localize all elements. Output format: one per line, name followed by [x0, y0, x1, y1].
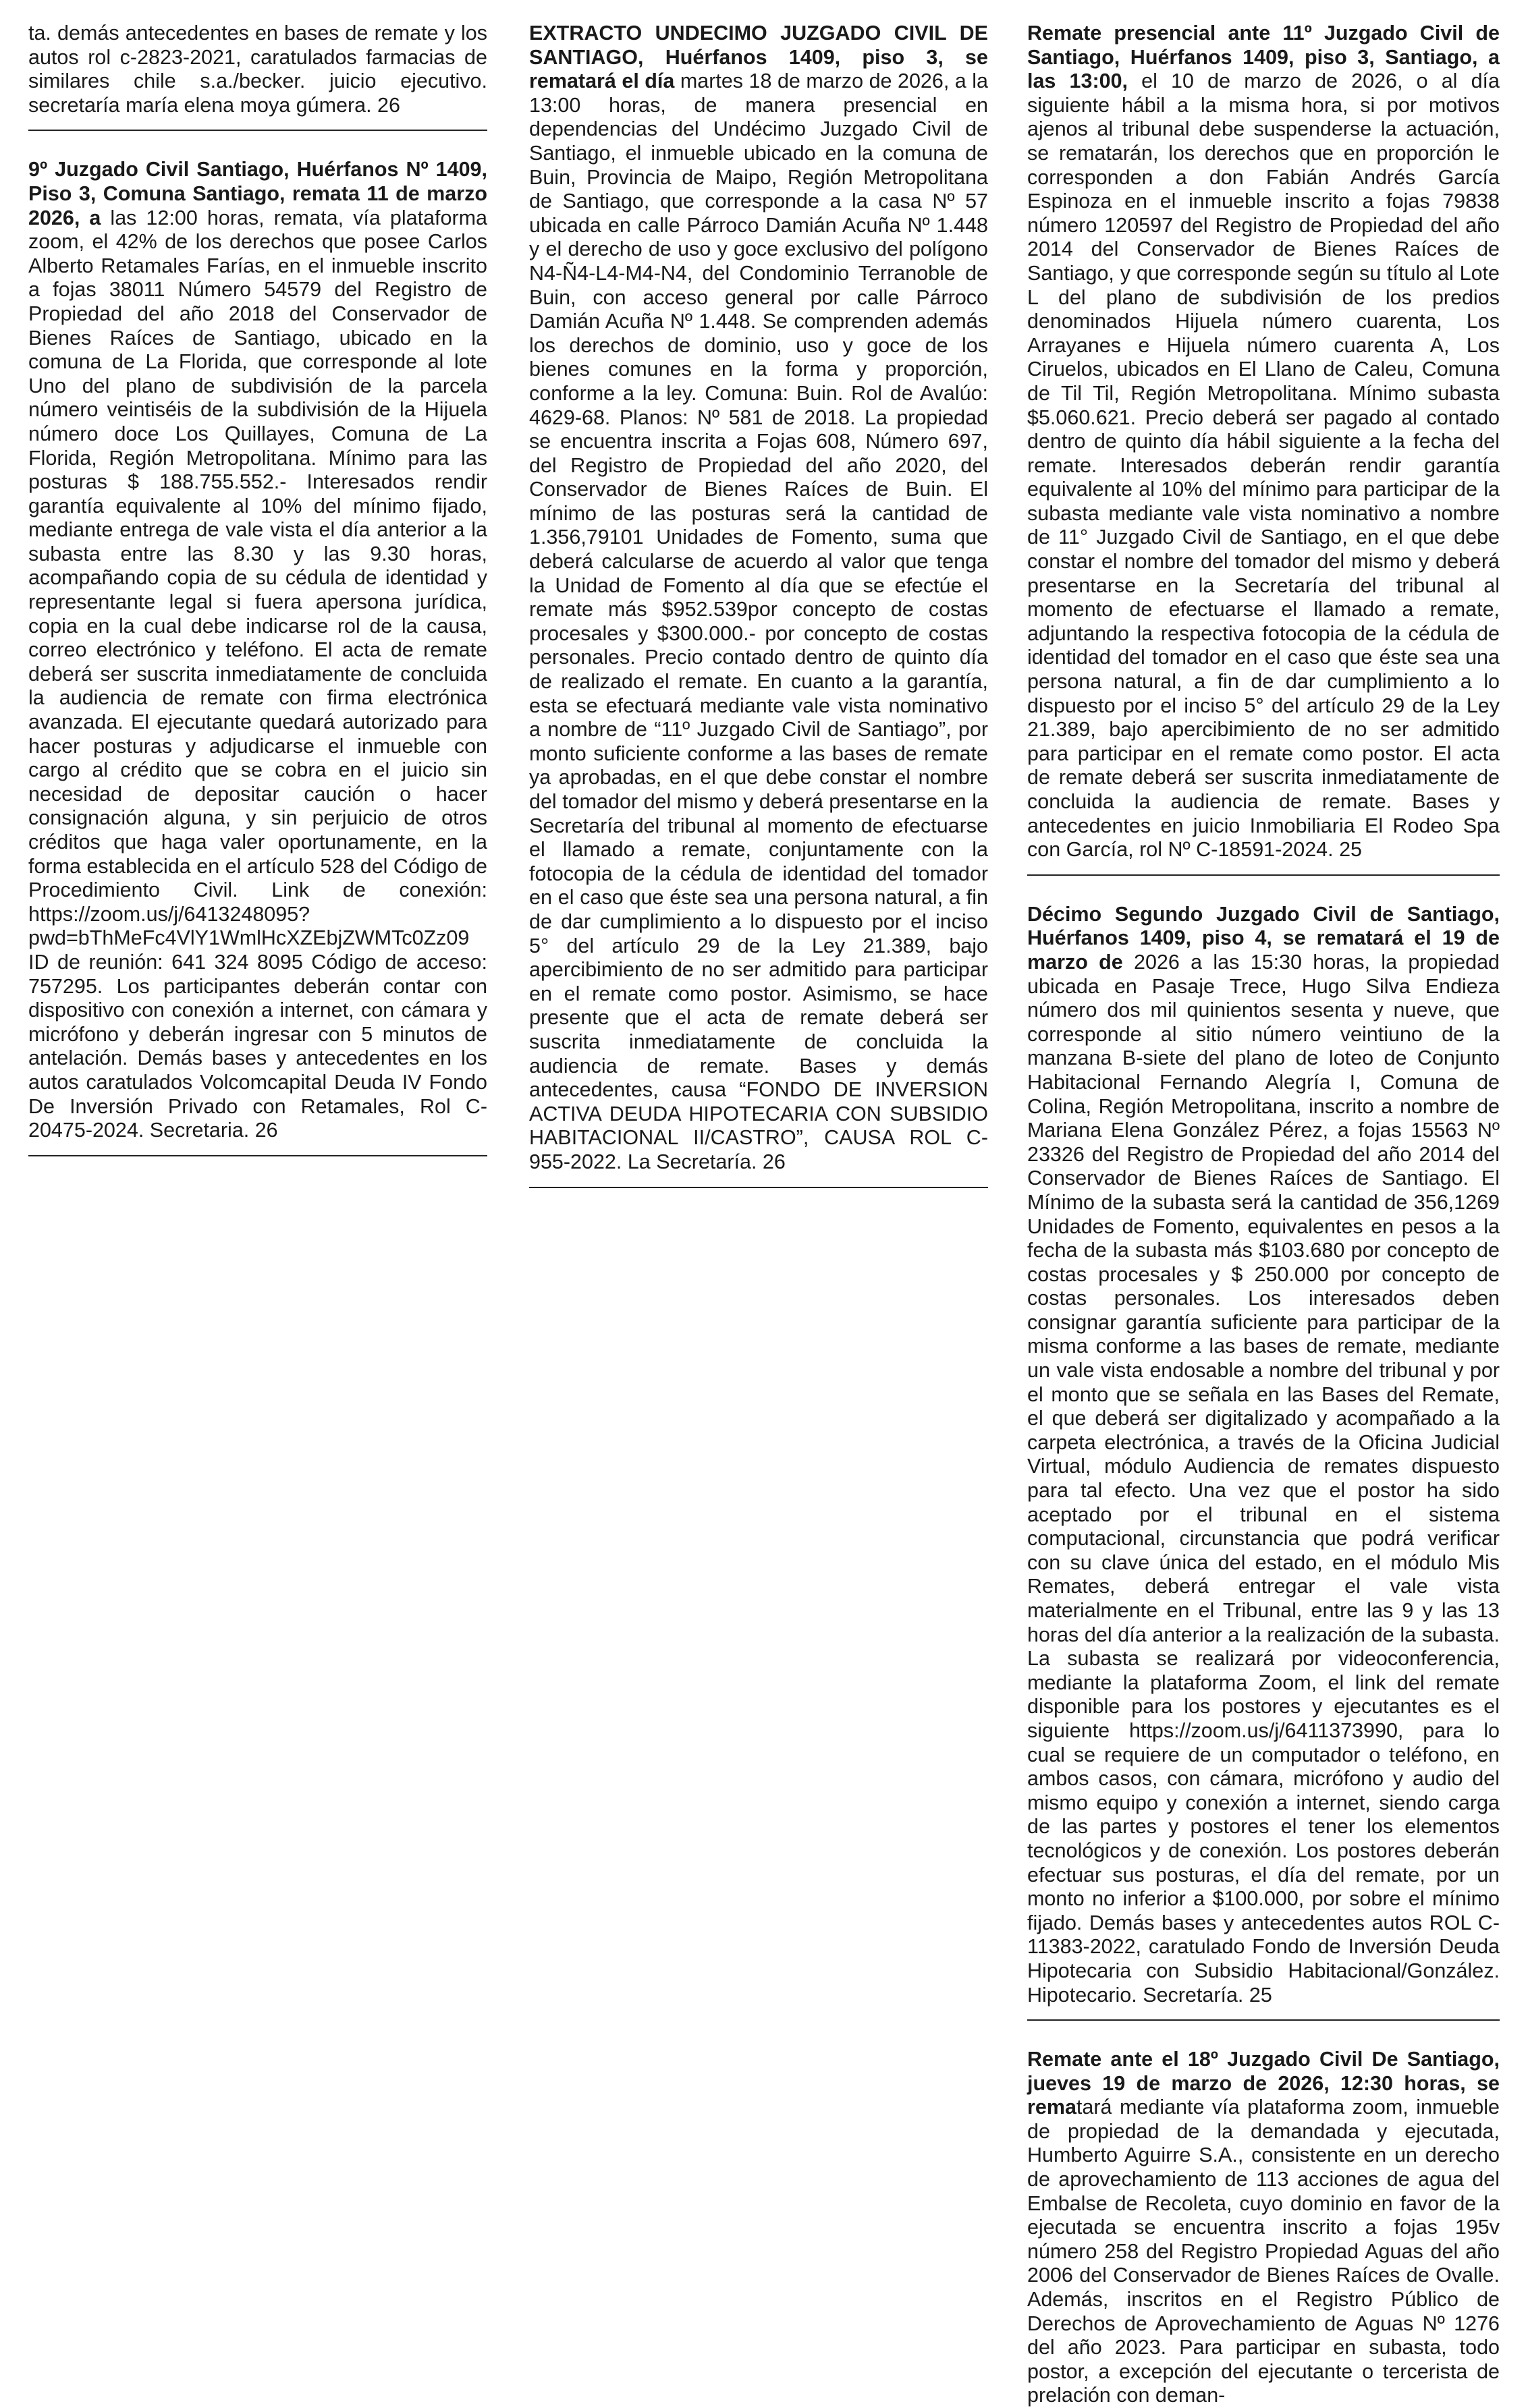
- divider: [28, 130, 487, 131]
- notice-heading: 9º Juzgado Civil Santiago, Huérfanos Nº 1409, Piso 3, Comuna Santiago, remata 11 de marzo 2026, a: [28, 158, 487, 229]
- column-3: [1027, 22, 1500, 2408]
- notice-body: el 10 de marzo de 2026, o al día siguiente hábil a la misma hora, si por motivos ajenos al tribunal debe suspenderse la actuación, se rematarán, los derechos que en proporción le corresponden a don Fabián Andrés García Espinoza en el inmueble inscrito a fojas 79838 número 120597 del Registro de Propiedad del año 2014 del Conservador de Bienes Raíces de Santiago, y que corresponde según su título al Lote L del plano de subdivisión de los predios denominados Hijuela número cuarenta, Los Arrayanes e Hijuela número cuarenta A, Los Ciruelos, ubicados en El Llano de Caleu, Comuna de Til Til, Región Metropolitana. Mínimo subasta $5.060.621. Precio deberá ser pagado al contado dentro de quinto día hábil siguiente a la fecha del remate. Interesados deberán rendir garantía equivalente al 10% del mínimo para participar de la subasta mediante vale vista nominativo a nombre de 11° Juzgado Civil de Santiago, en el que debe constar el nombre del tomador del mismo y deberá presentarse en la Secretaría del tribunal al momento de efectuarse el llamado a remate, adjuntando la respectiva fotocopia de la cédula de identidad del tomador en el caso que éste sea una persona natural, a fin de dar cumplimiento a lo dispuesto por el inciso 5° del artículo 29 de la Ley 21.389, bajo apercibimiento de no ser admitido para participar en el remate como postor. El acta de remate deberá ser suscrita inmediatamente de concluida la audiencia de remate. Bases y antecedentes en juicio Inmobiliaria El Rodeo Spa con García, rol Nº C-18591-2024. 25: [1027, 69, 1500, 862]
- notice-continuation-farmacias: [28, 22, 487, 117]
- notice-12-juzgado-colina: [1027, 903, 1500, 2007]
- column-2: [529, 22, 988, 1215]
- notice-11-juzgado-til-til: [1027, 22, 1500, 862]
- notice-9-juzgado: [28, 158, 487, 1142]
- notice-body: martes 18 de marzo de 2026, a la 13:00 horas, de manera presencial en dependencias del Undécimo Juzgado Civil de Santiago, el inmueble ubicado en la comuna de Buin, Provincia de Maipo, Región Metropolitana de Santiago, que corresponde a la casa Nº 57 ubicada en calle Párroco Damián Acuña Nº 1.448 y el derecho de uso y goce exclusivo del polígono N4-Ñ4-L4-M4-N4, del Condominio Terranoble de Buin, con acceso general por calle Párroco Damián Acuña Nº 1.448. Se comprenden además los derechos de dominio, uso y goce de los bienes comunes en la forma y proporción, conforme a la ley. Comuna: Buin. Rol de Avalúo: 4629-68. Planos: Nº 581 de 2018. La propiedad se encuentra inscrita a Fojas 608, Número 697, del Registro de Propiedad del año 2020, del Conservador de Bienes Raíces de Buin. El mínimo de las posturas será la cantidad de 1.356,79101 Unidades de Fomento, suma que deberá calcularse de acuerdo al valor que tenga la Unidad de Fomento al día que se efectúe el remate más $952.539por concepto de costas procesales y $300.000.- por concepto de costas personales. Precio contado dentro de quinto día de realizado el remate. En cuanto a la garantía, esta se efectuará mediante vale vista nominativo a nombre de “11º Juzgado Civil de Santiago”, por monto suficiente conforme a las bases de remate ya aprobadas, en el que debe constar el nombre del tomador del mismo y deberá presentarse en la Secretaría del tribunal al momento de efectuarse el llamado a remate, conjuntamente con la fotocopia de la cédula de identidad del tomador en el caso que éste sea una persona natural, a fin de dar cumplimiento a lo dispuesto por el inciso 5° del artículo 29 de la Ley 21.389, bajo apercibimiento de no ser admitido para participar en el remate como postor. Asimismo, se hace presente que el acta de remate deberá ser suscrita inmediatamente de concluida la audiencia de remate. Bases y demás antecedentes, causa “FONDO DE INVERSION ACTIVA DEUDA HIPOTECARIA CON SUBSIDIO HABITACIONAL II/CASTRO”, CAUSA ROL C-955-2022. La Secretaría. 26: [529, 69, 988, 1173]
- divider: [1027, 874, 1500, 876]
- notice-body: tará mediante vía plataforma zoom, inmueble de propiedad de la demandada y ejecutada, Humberto Aguirre S.A., consistente en un derecho de aprovechamiento de 113 acciones de agua del Embalse de Recoleta, cuyo dominio en favor de la ejecutada se encuentra inscrito a fojas 195v número 258 del Registro Propiedad Aguas del año 2006 del Conservador de Bienes Raíces de Ovalle. Además, inscritos en el Registro Público de Derechos de Aprovechamiento de Aguas Nº 1276 del año 2023. Para participar en subasta, todo postor, a excepción del ejecutante o tercerista de prelación con deman-: [1027, 2096, 1500, 2407]
- notice-body: ta. demás antecedentes en bases de remate y los autos rol c-2823-2021, caratulados farmacias de similares chile s.a./becker. juicio ejecutivo. secretaría maría elena moya gúmera. 26: [28, 22, 487, 117]
- notice-18-juzgado-aguas: [1027, 2048, 1500, 2408]
- notice-heading: Remate ante el 18º Juzgado Civil De Santiago, jueves 19 de marzo de 2026, 12:30 horas, se rema: [1027, 2048, 1500, 2119]
- notice-heading: EXTRACTO UNDECIMO JUZGADO CIVIL DE SANTIAGO, Huérfanos 1409, piso 3, se rematará el día: [529, 22, 988, 93]
- notice-11-juzgado-buin: [529, 22, 988, 1175]
- notice-body: las 12:00 horas, remata, vía plataforma zoom, el 42% de los derechos que posee Carlos Alberto Retamales Farías, en el inmueble inscrito a fojas 38011 Número 54579 del Registro de Propiedad del año 2018 del Conservador de Bienes Raíces de Santiago, ubicado en la comuna de La Florida, que corresponde al lote Uno del plano de subdivisión de la parcela número veintiséis de la subdivisión de la Hijuela número doce Los Quillayes, Comuna de La Florida, Región Metropolitana. Mínimo para las posturas $ 188.755.552.- Interesados rendir garantía equivalente al 10% del mínimo fijado, mediante entrega de vale vista el día anterior a la subasta entre las 8.30 y las 9.30 horas, acompañando copia de su cédula de identidad y representante legal si fuera apersona jurídica, copia en la cual debe indicarse rol de la causa, correo electrónico y teléfono. El acta de remate deberá ser suscrita inmediatamente de concluida la audiencia de remate con firma electrónica avanzada. El ejecutante quedará autorizado para hacer posturas y adjudicarse el inmueble con cargo al crédito que se cobra en el juicio sin necesidad de depositar caución o hacer consignación alguna, y sin perjuicio de otros créditos que haga valer oportunamente, en la forma establecida en el artículo 528 del Código de Procedimiento Civil. Link de conexión: https://zoom.us/j/6413248095?pwd=bThMeFc4VlY1WmlHcXZEbjZWMTc0Zz09 ID de reunión: 641 324 8095 Código de acceso: 757295. Los participantes deberán contar con dispositivo con conexión a internet, con cámara y micrófono y deberán ingresar con 5 minutos de antelación. Demás bases y antecedentes en los autos caratulados Volcomcapital Deuda IV Fondo De Inversión Privado con Retamales, Rol C-20475-2024. Secretaria. 26: [28, 206, 487, 1142]
- column-1: [28, 22, 487, 1183]
- notice-heading: Décimo Segundo Juzgado Civil de Santiago, Huérfanos 1409, piso 4, se rematará el 19 de marzo de: [1027, 902, 1500, 974]
- divider: [529, 1187, 988, 1188]
- divider: [28, 1155, 487, 1156]
- notice-heading: Remate presencial ante 11º Juzgado Civil de Santiago, Huérfanos 1409, piso 3, Santiago, a las 13:00,: [1027, 22, 1500, 93]
- notice-body: 2026 a las 15:30 horas, la propiedad ubicada en Pasaje Trece, Hugo Silva Endieza número dos mil quinientos sesenta y nueve, que corresponde al sitio número veintiuno de la manzana B-siete del plano de loteo de Conjunto Habitacional Fernando Alegría I, Comuna de Colina, Región Metropolitana, inscrito a nombre de Mariana Elena González Pérez, a fojas 15563 Nº 23326 del Registro de Propiedad del año 2014 del Conservador de Bienes Raíces de Santiago. El Mínimo de la subasta será la cantidad de 356,1269 Unidades de Fomento, equivalentes en pesos a la fecha de la subasta más $103.680 por concepto de costas procesales y $ 250.000 por concepto de costas personales. Los interesados deben consignar garantía suficiente para participar de la misma conforme a las bases de remate, mediante un vale vista endosable a nombre del tribunal y por el monto que se señala en las Bases del Remate, el que deberá ser digitalizado y acompañado a la carpeta electrónica, a través de la Oficina Judicial Virtual, módulo Audiencia de remates dispuesto para tal efecto. Una vez que el postor ha sido aceptado por el tribunal en el sistema computacional, circunstancia que podrá verificar con su clave única del estado, en el módulo Mis Remates, deberá entregar el vale vista materialmente en el Tribunal, entre las 9 y las 13 horas del día anterior a la realización de la subasta. La subasta se realizará por videoconferencia, mediante la plataforma Zoom, el link del remate disponible para los postores y ejecutantes es el siguiente https://zoom.us/j/6411373990, para lo cual se requiere de un computador o teléfono, en ambos casos, con cámara, micrófono y audio del mismo equipo y conexión a internet, siendo carga de las partes y postores el tener los elementos tecnológicos y de conexión. Los postores deberán efectuar sus posturas, el día del remate, por un monto no inferior a $100.000, por sobre el mínimo fijado. Demás bases y antecedentes autos ROL C-11383-2022, caratulado Fondo de Inversión Deuda Hipotecaria con Subsidio Habitacional/González. Hipotecario. Secretaría. 25: [1027, 950, 1500, 2007]
- divider: [1027, 2019, 1500, 2021]
